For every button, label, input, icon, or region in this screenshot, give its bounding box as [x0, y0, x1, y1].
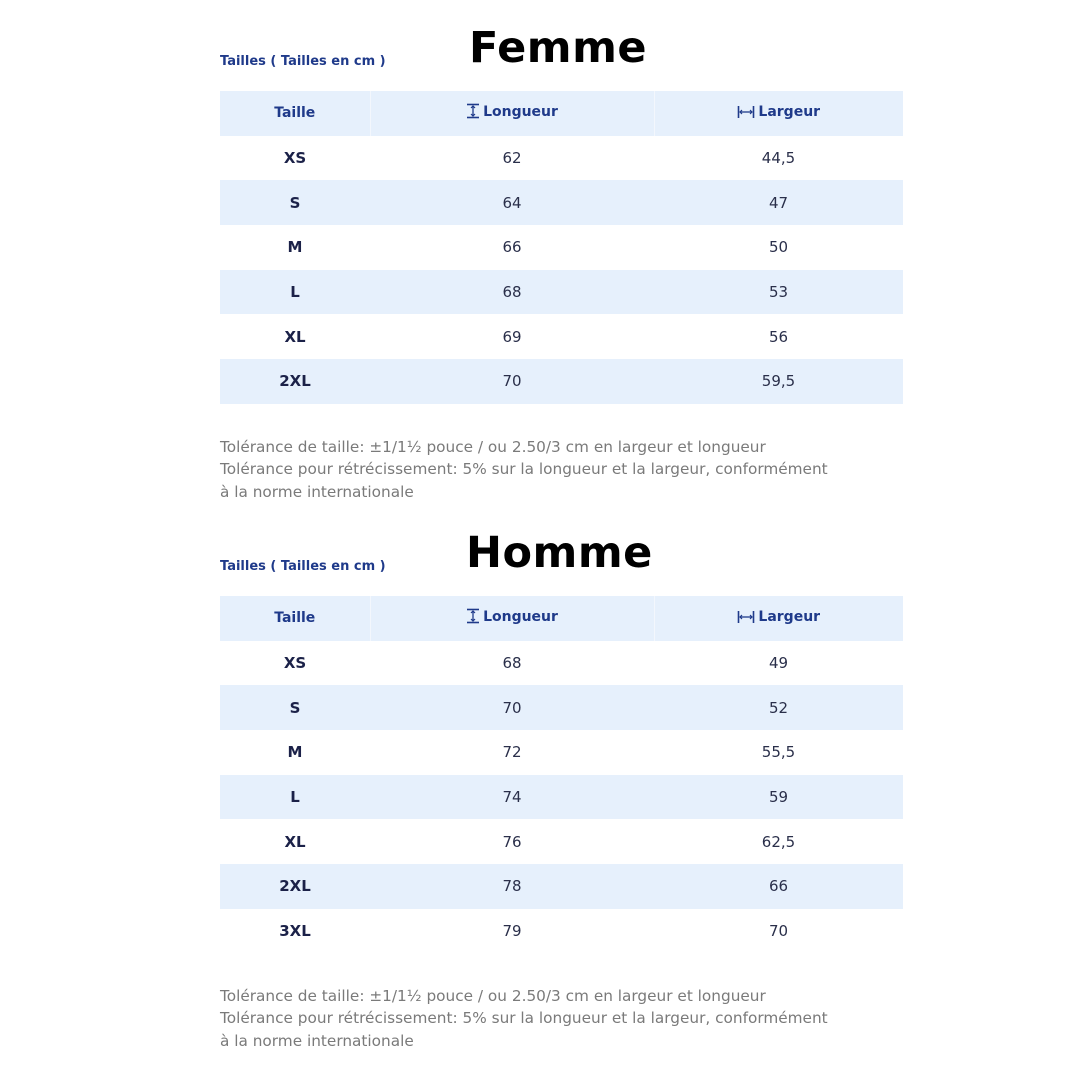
table-header-row: [220, 91, 903, 136]
size-cell: XS: [283, 149, 307, 168]
table-row: [220, 775, 903, 820]
size-cell: S: [220, 180, 370, 225]
largeur-cell: 55,5: [761, 743, 796, 762]
longueur-cell: 69: [502, 327, 522, 346]
table-row: [220, 641, 903, 686]
largeur-cell: 56: [768, 327, 789, 346]
width-arrow-icon: [737, 105, 755, 123]
header-longueur: [370, 596, 654, 641]
header-largeur-label: Largeur: [758, 608, 821, 625]
longueur-cell: 66: [502, 238, 522, 257]
header-longueur: [370, 91, 654, 136]
table-header-row: [220, 596, 903, 641]
femme-title: Femme: [469, 23, 648, 73]
largeur-cell: 59,5: [654, 359, 903, 404]
table-row: [220, 909, 903, 954]
homme-tolerance-note: [220, 985, 910, 1052]
homme-caption: Tailles ( Tailles en cm ): [220, 559, 386, 574]
longueur-cell: 62: [502, 149, 522, 168]
size-cell: 2XL: [220, 864, 370, 909]
note-line: à la norme internationale: [220, 482, 414, 501]
largeur-cell: 70: [768, 922, 789, 941]
largeur-cell: 59: [654, 775, 903, 820]
table-row: [220, 819, 903, 864]
table-row: [220, 314, 903, 359]
size-cell: M: [287, 743, 303, 762]
size-cell: XS: [283, 654, 307, 673]
longueur-cell: 74: [370, 775, 654, 820]
size-cell: L: [220, 775, 370, 820]
table-row: [220, 685, 903, 730]
header-largeur: [654, 596, 903, 641]
header-taille: Taille: [220, 596, 370, 641]
size-cell: XL: [284, 832, 306, 851]
longueur-cell: 68: [370, 270, 654, 315]
width-arrow-icon: [737, 610, 755, 628]
table-row: [220, 730, 903, 775]
largeur-cell: 49: [768, 654, 789, 673]
longueur-cell: 70: [370, 685, 654, 730]
femme-size-table: [220, 91, 903, 404]
header-largeur-label: Largeur: [758, 103, 821, 120]
note-line: Tolérance de taille: ±1/1½ pouce / ou 2.50/3 cm en largeur et longueur: [220, 438, 766, 456]
longueur-cell: 64: [370, 180, 654, 225]
largeur-cell: 53: [654, 270, 903, 315]
note-line: Tolérance pour rétrécissement: 5% sur la longueur et la largeur, conformément: [220, 1009, 828, 1028]
header-largeur: [654, 91, 903, 136]
table-row: [220, 359, 903, 404]
size-cell: S: [220, 685, 370, 730]
size-cell: 2XL: [220, 359, 370, 404]
longueur-cell: 78: [370, 864, 654, 909]
femme-tolerance-note: [220, 436, 910, 503]
largeur-cell: 52: [654, 685, 903, 730]
longueur-cell: 68: [502, 654, 522, 673]
table-row: [220, 864, 903, 909]
size-cell: M: [287, 238, 303, 257]
height-arrow-icon: [466, 103, 480, 123]
table-row: [220, 270, 903, 315]
size-cell: 3XL: [279, 922, 311, 941]
longueur-cell: 76: [502, 832, 522, 851]
largeur-cell: 47: [654, 180, 903, 225]
homme-size-table: [220, 596, 903, 954]
table-row: [220, 180, 903, 225]
header-longueur-label: Longueur: [483, 104, 558, 121]
header-longueur-label: Longueur: [483, 609, 558, 626]
header-taille: Taille: [220, 91, 370, 136]
height-arrow-icon: [466, 608, 480, 628]
note-line: Tolérance pour rétrécissement: 5% sur la longueur et la largeur, conformément: [220, 460, 828, 479]
size-cell: L: [220, 270, 370, 315]
note-line: Tolérance de taille: ±1/1½ pouce / ou 2.50/3 cm en largeur et longueur: [220, 987, 766, 1005]
longueur-cell: 79: [502, 922, 522, 941]
longueur-cell: 70: [370, 359, 654, 404]
largeur-cell: 66: [654, 864, 903, 909]
homme-title: Homme: [466, 528, 653, 578]
table-row: [220, 136, 903, 181]
note-line: à la norme internationale: [220, 1031, 414, 1050]
largeur-cell: 62,5: [761, 832, 796, 851]
largeur-cell: 50: [768, 238, 789, 257]
femme-caption: Tailles ( Tailles en cm ): [220, 54, 386, 69]
largeur-cell: 44,5: [761, 149, 796, 168]
size-cell: XL: [284, 327, 306, 346]
longueur-cell: 72: [502, 743, 522, 762]
table-row: [220, 225, 903, 270]
